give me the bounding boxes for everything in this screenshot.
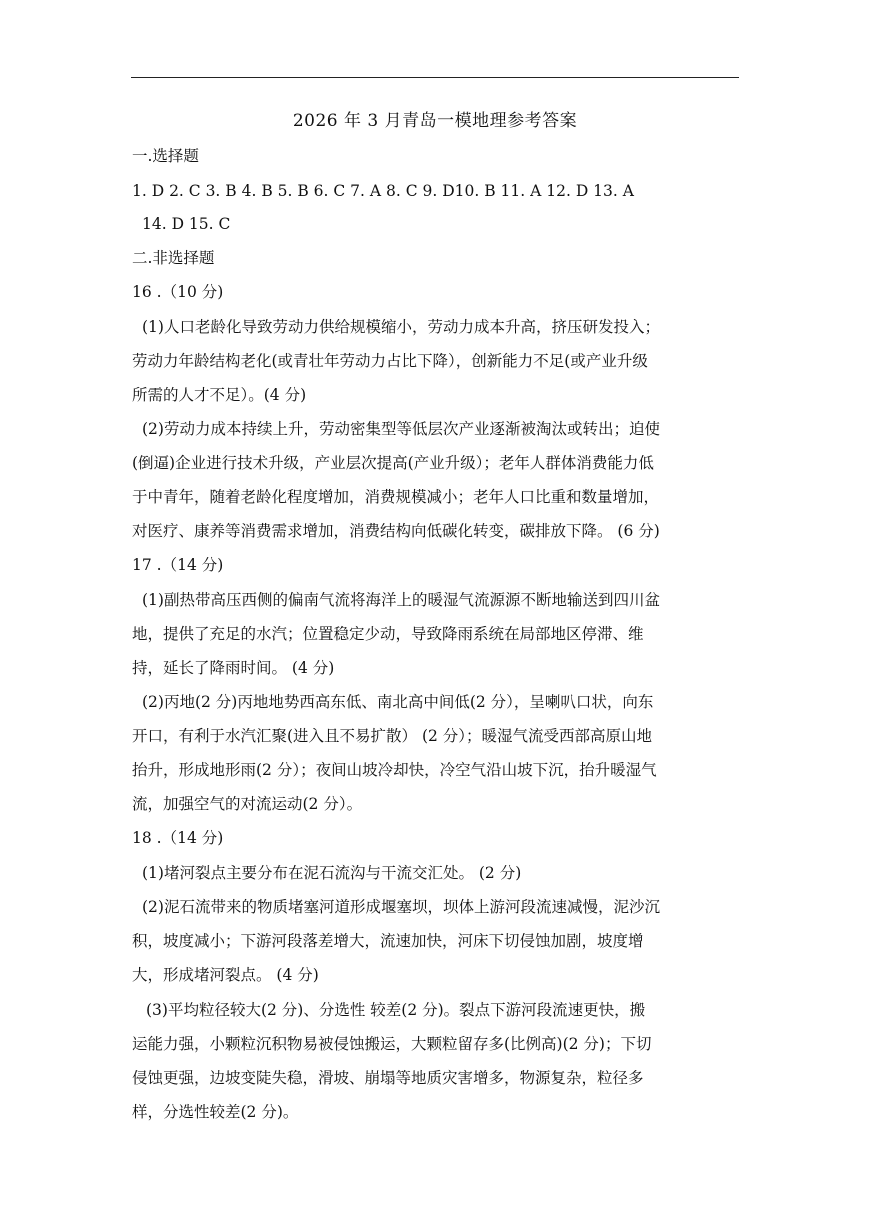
q17-answer-line: 持，延长了降雨时间。 (4 分) — [132, 659, 335, 677]
q16-answer-line: 所需的人才不足）。(4 分) — [132, 386, 307, 404]
choice-answers-line-1: 1. D 2. C 3. B 4. B 5. B 6. C 7. A 8. C 9. D10. B 11. A 12. D 13. A — [132, 182, 634, 200]
page-title: 2026 年 3 月青岛一模地理参考答案 — [292, 111, 578, 131]
question-17-header: 17 .（14 分) — [132, 556, 224, 574]
q17-answer-line: 流，加强空气的对流运动(2 分）。 — [132, 795, 363, 813]
q17-answer-line: 抬升，形成地形雨(2 分）；夜间山坡冷却快，冷空气沿山坡下沉，抬升暖湿气 — [132, 761, 657, 779]
q16-answer-line: (倒逼)企业进行技术升级，产业层次提高(产业升级）；老年人群体消费能力低 — [132, 454, 654, 472]
q17-answer-line: 地，提供了充足的水汽；位置稳定少动，导致降雨系统在局部地区停滞、维 — [132, 625, 644, 643]
question-18-header: 18 .（14 分) — [132, 829, 224, 847]
q17-answer-line: (1)副热带高压西侧的偏南气流将海洋上的暖湿气流源源不断地输送到四川盆 — [142, 591, 660, 609]
q17-answer-line: 开口，有利于水汽汇聚(进入且不易扩散） (2 分）；暖湿气流受西部高原山地 — [132, 727, 653, 745]
q18-answer-line: 样，分选性较差(2 分)。 — [132, 1103, 299, 1121]
q16-answer-line: 对医疗、康养等消费需求增加，消费结构向低碳化转变，碳排放下降。 (6 分) — [132, 522, 660, 540]
q18-answer-line: 侵蚀更强，边坡变陡失稳，滑坡、崩塌等地质灾害增多，物源复杂，粒径多 — [132, 1069, 644, 1087]
q16-answer-line: (1)人口老龄化导致劳动力供给规模缩小，劳动力成本升高，挤压研发投入； — [142, 318, 660, 336]
header-rule — [131, 77, 739, 78]
q18-answer-line: 积，坡度减小；下游河段落差增大，流速加快，河床下切侵蚀加剧，坡度增 — [132, 932, 644, 950]
q18-answer-line: 运能力强，小颗粒沉积物易被侵蚀搬运，大颗粒留存多(比例高)(2 分)；下切 — [132, 1035, 652, 1053]
q18-answer-line: 大，形成堵河裂点。 (4 分) — [132, 966, 319, 984]
q18-answer-line: (3)平均粒径较大(2 分)、分选性 较差(2 分)。裂点下游河段流速更快，搬 — [146, 1001, 646, 1019]
q17-answer-line: (2)丙地(2 分)丙地地势西高东低、南北高中间低(2 分），呈喇叭口状，向东 — [142, 693, 654, 711]
q16-answer-line: 劳动力年龄结构老化(或青壮年劳动力占比下降），创新能力不足(或产业升级 — [132, 352, 648, 370]
q16-answer-line: (2)劳动力成本持续上升，劳动密集型等低层次产业逐渐被淘汰或转出；迫使 — [142, 420, 660, 438]
q16-answer-line: 于中青年，随着老龄化程度增加，消费规模减小；老年人口比重和数量增加， — [132, 488, 660, 506]
choice-answers-line-2: 14. D 15. C — [142, 215, 231, 233]
q18-answer-line: (1)堵河裂点主要分布在泥石流沟与干流交汇处。 (2 分) — [142, 864, 522, 882]
section-heading-nonchoice: 二.非选择题 — [132, 249, 215, 267]
question-16-header: 16 .（10 分) — [132, 283, 224, 301]
q18-answer-line: (2)泥石流带来的物质堵塞河道形成堰塞坝，坝体上游河段流速减慢，泥沙沉 — [142, 898, 660, 916]
section-heading-choice: 一.选择题 — [132, 147, 199, 165]
